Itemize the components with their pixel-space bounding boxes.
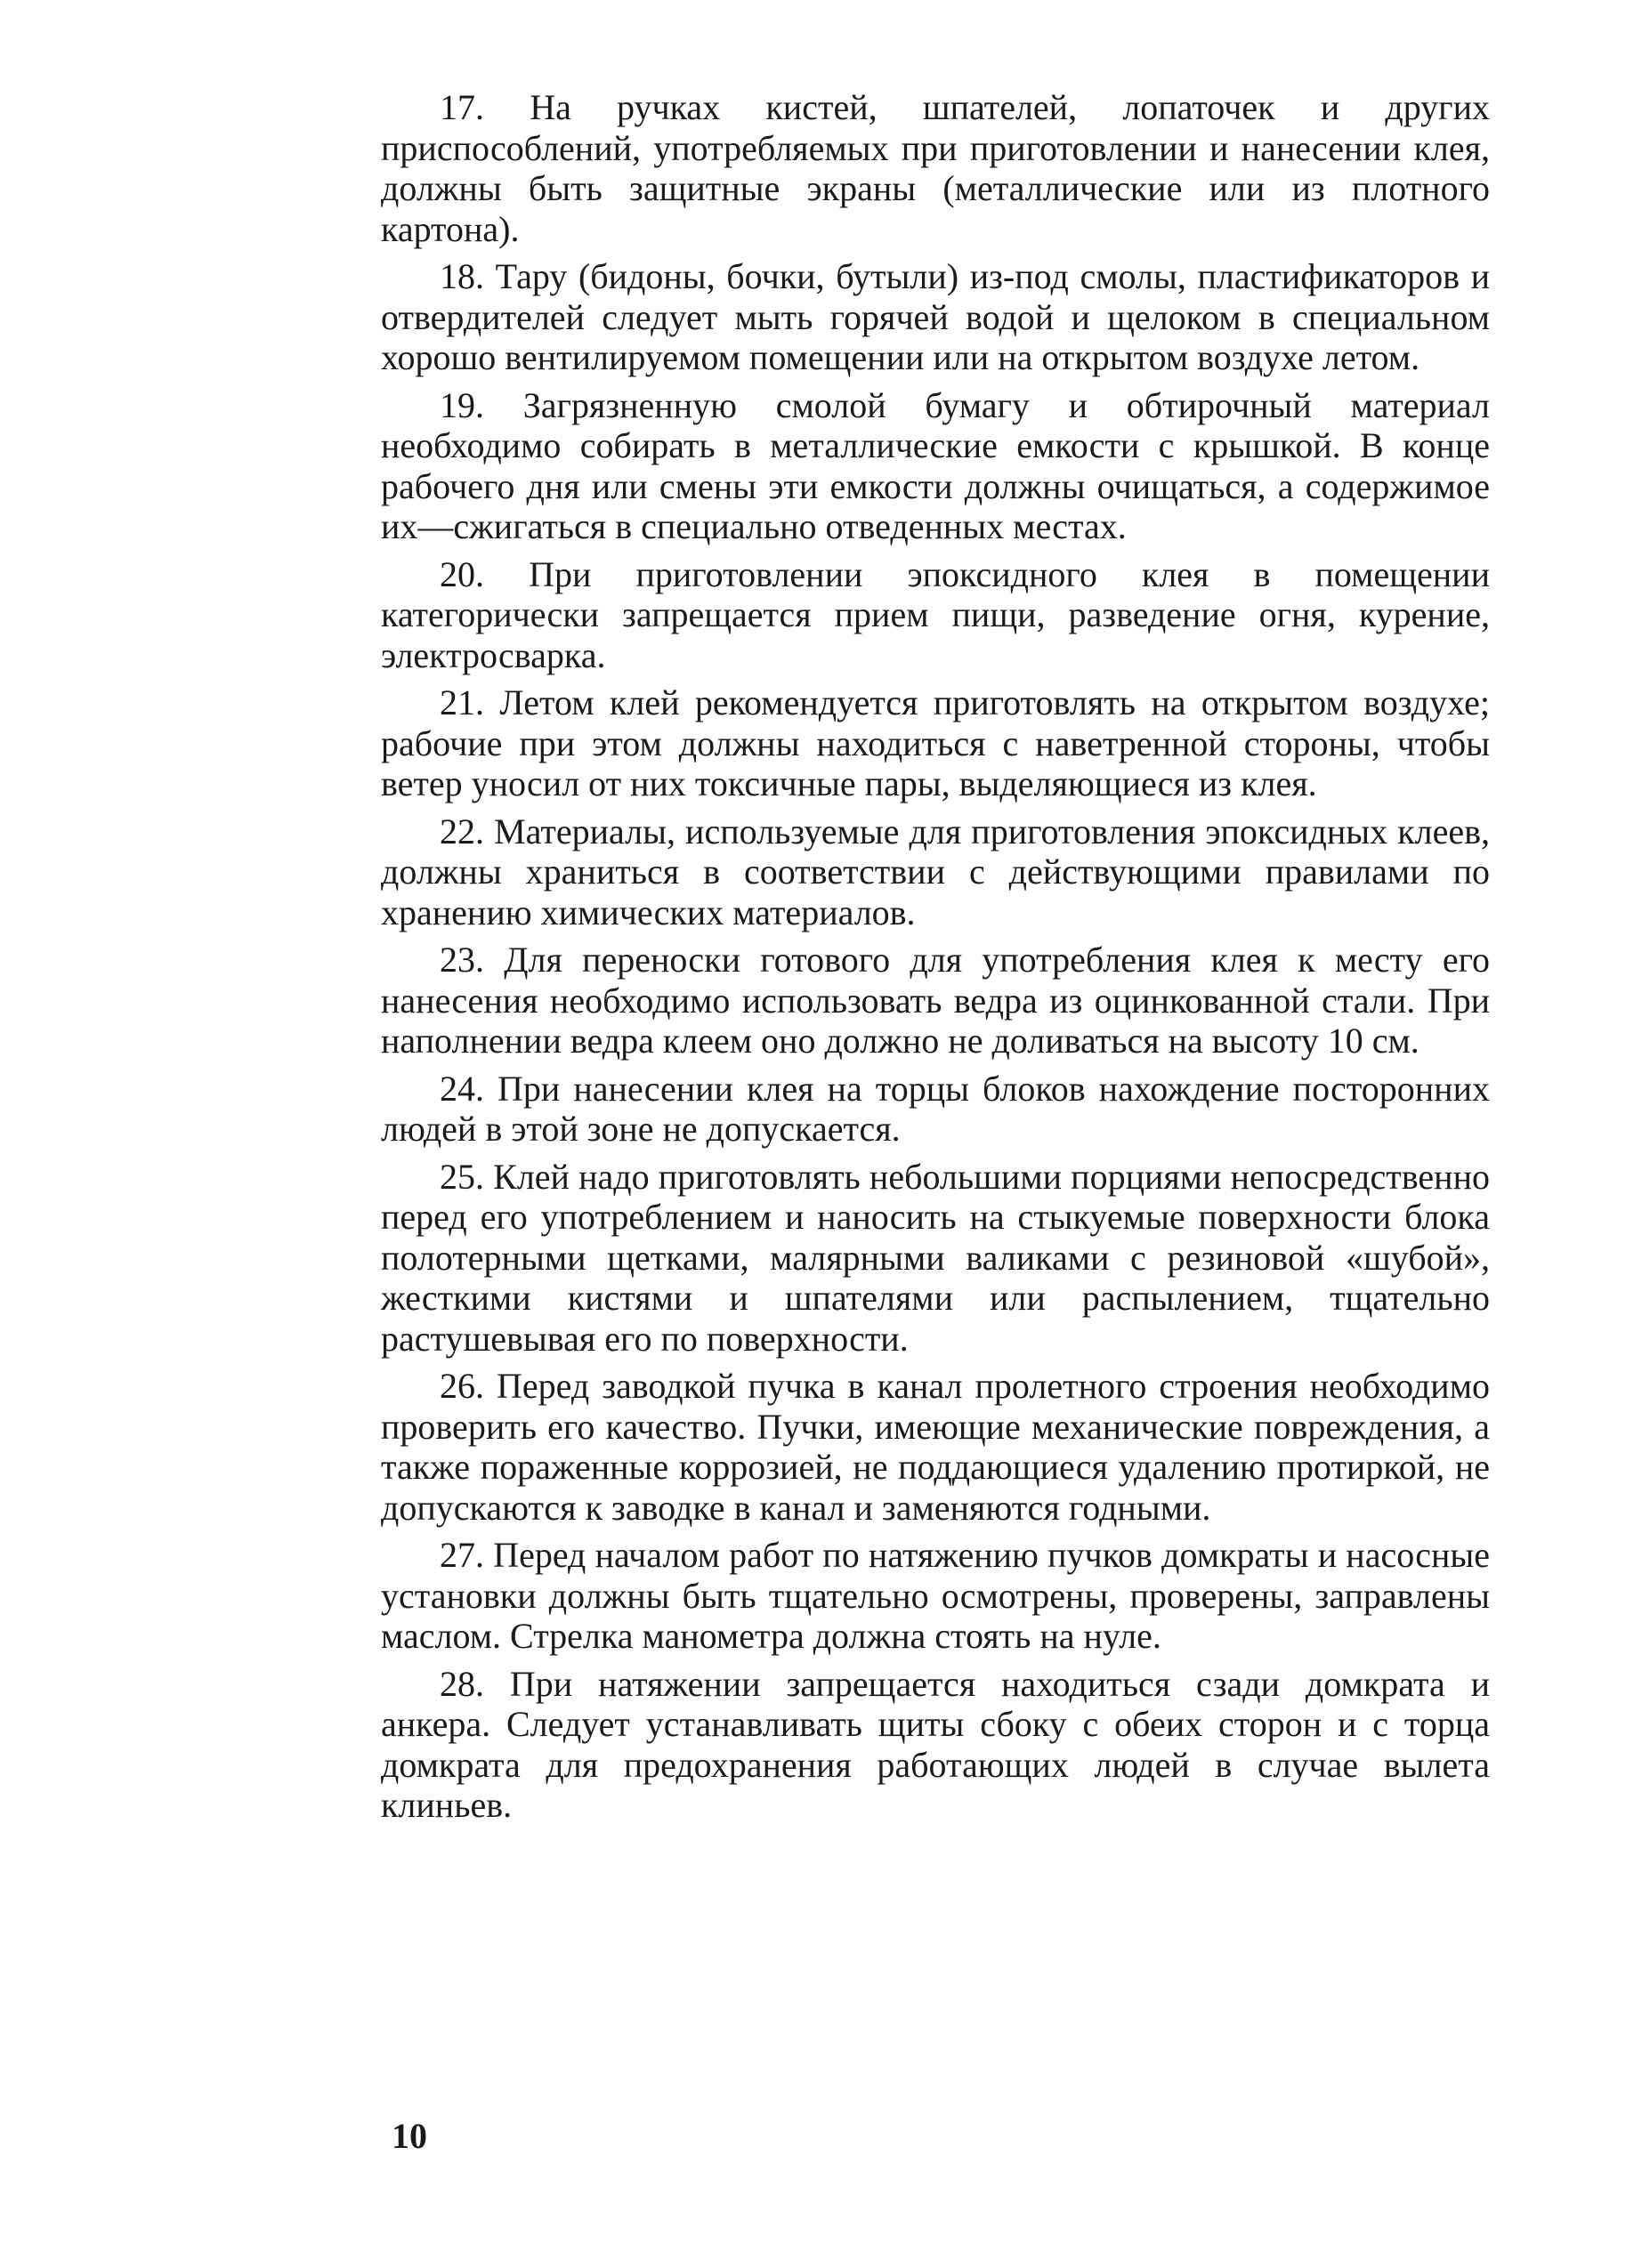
paragraph-19: 19. Загрязненную смолой бумагу и обтирочный материал необходимо собирать в металлические емкости с крышкой. В конце рабочего дня или смены эти емкости должны очищаться, а содержимое их—сжигаться в специально отведенных местах. — [381, 384, 1490, 546]
page-number: 10 — [392, 2116, 427, 2156]
paragraph-23: 23. Для переноски готового для употребления клея к месту его нанесения необходимо использовать ведра из оцинкованной стали. При наполнении ведра клеем оно должно не доливаться на высоту 10 см. — [381, 940, 1490, 1061]
paragraph-21: 21. Летом клей рекомендуется приготовлять на открытом воздухе; рабочие при этом должны находиться с наветренной стороны, чтобы ветер уносил от них токсичные пары, выделяющиеся из клея. — [381, 682, 1490, 803]
paragraph-17: 17. На ручках кистей, шпателей, лопаточек и других приспособлений, употребляемых при приготовлении и нанесении клея, должны быть защитные экраны (металлические или из плотного картона). — [381, 87, 1490, 249]
paragraph-18: 18. Тару (бидоны, бочки, бутыли) из-под смолы, пластификаторов и отвердителей следует мыть горячей водой и щелоком в специальном хорошо вентилируемом помещении или на открытом воздухе летом. — [381, 256, 1490, 377]
body-text — [381, 87, 1490, 1833]
paragraph-25: 25. Клей надо приготовлять небольшими порциями непосредственно перед его употреблением и наносить на стыкуемые поверхности блока полотерными щетками, малярными валиками с резиновой «шубой», жесткими кистями и шпателями или распылением, тщательно растушевывая его по поверхности. — [381, 1156, 1490, 1359]
paragraph-22: 22. Материалы, используемые для приготовления эпоксидных клеев, должны храниться в соответствии с действующими правилами по хранению химических материалов. — [381, 811, 1490, 932]
paragraph-27: 27. Перед началом работ по натяжению пучков домкраты и насосные установки должны быть тщательно осмотрены, проверены, заправлены маслом. Стрелка манометра должна стоять на нуле. — [381, 1535, 1490, 1656]
paragraph-28: 28. При натяжении запрещается находиться сзади домкрата и анкера. Следует устанавливать щиты сбоку с обеих сторон и с торца домкрата для предохранения работающих людей в случае вылета клиньев. — [381, 1663, 1490, 1825]
paragraph-26: 26. Перед заводкой пучка в канал пролетного строения необходимо проверить его качество. Пучки, имеющие механические повреждения, а также пораженные коррозией, не поддающиеся удалению протиркой, не допускаются к заводке в канал и заменяются годными. — [381, 1366, 1490, 1528]
paragraph-24: 24. При нанесении клея на торцы блоков нахождение посторонних людей в этой зоне не допускается. — [381, 1068, 1490, 1149]
paragraph-20: 20. При приготовлении эпоксидного клея в помещении категорически запрещается прием пищи, разведение огня, курение, электросварка. — [381, 553, 1490, 675]
